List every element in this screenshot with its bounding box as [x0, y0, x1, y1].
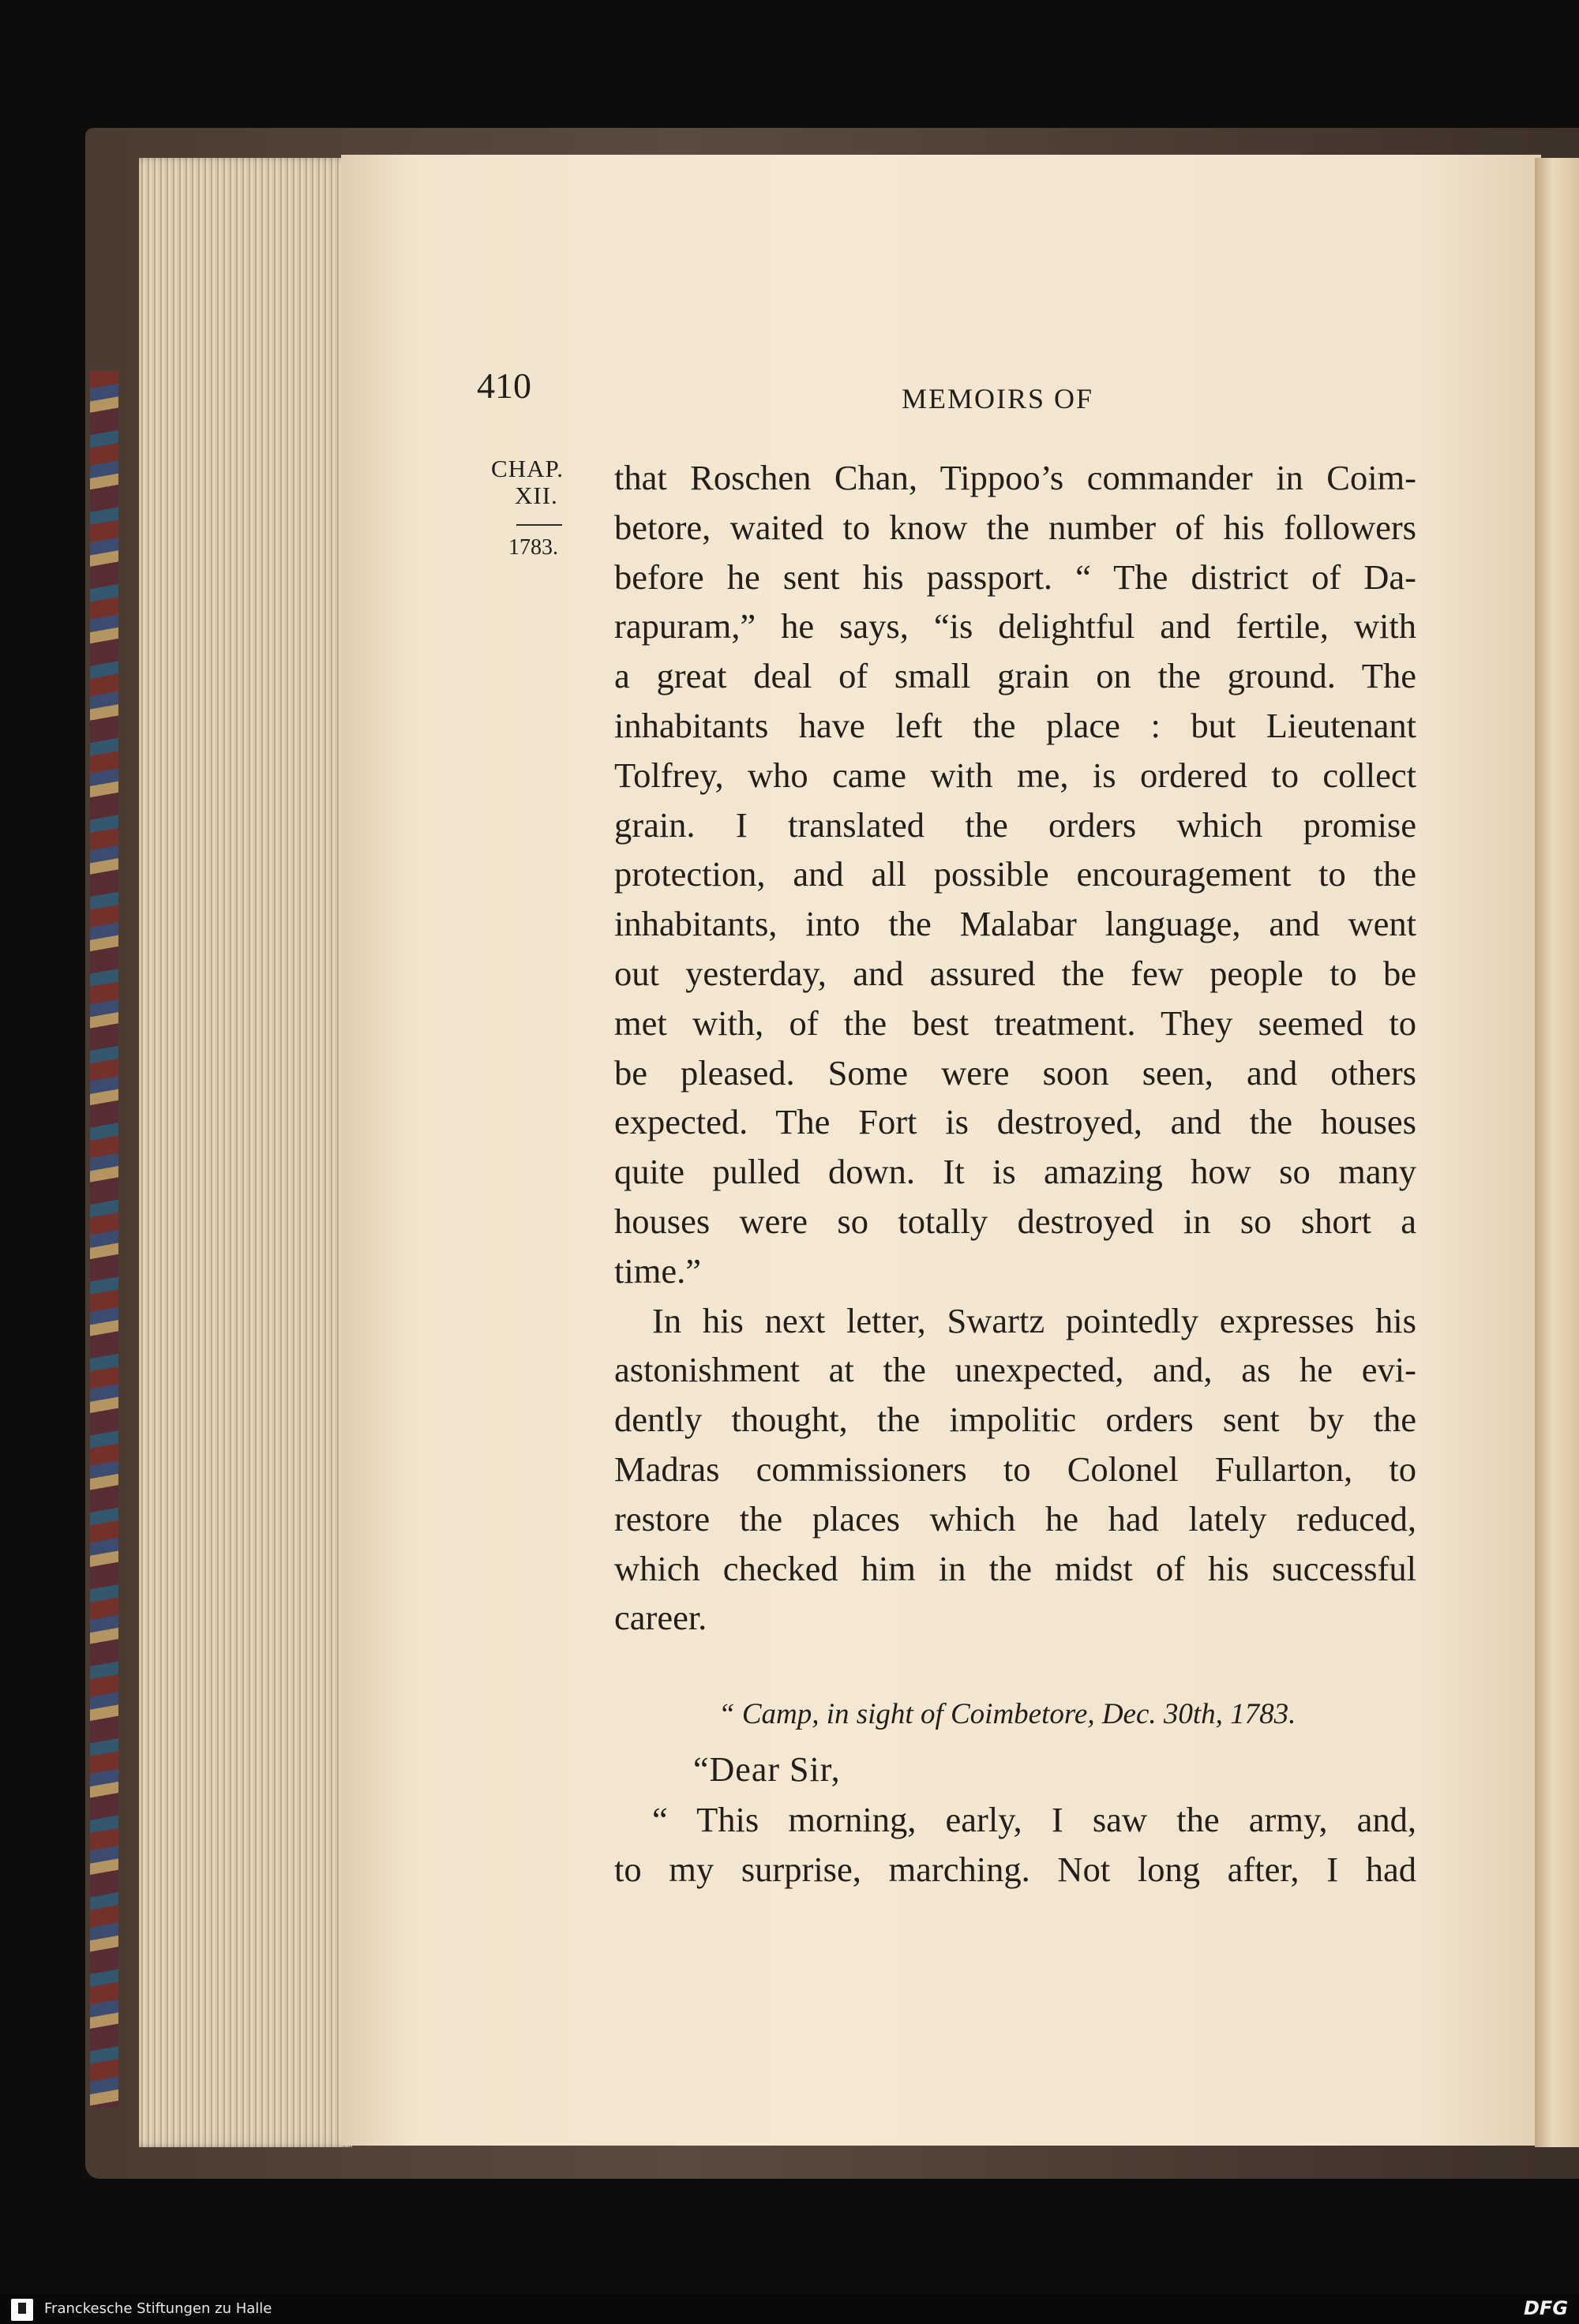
- text-line: “ This morning, early, I saw the army, and,: [652, 1800, 1416, 1839]
- text-line: be pleased. Some were soon seen, and others: [614, 1052, 1416, 1093]
- letter-body: [614, 1795, 1416, 1895]
- text-line: protection, and all possible encouragement to the: [614, 854, 1416, 894]
- text-line: astonishment at the unexpected, and, as he evi-: [614, 1350, 1416, 1390]
- marbled-endpaper: [90, 371, 118, 2108]
- footer-institution-label: Franckesche Stiftungen zu Halle: [44, 2300, 272, 2317]
- text-line: grain. I translated the orders which promise: [614, 804, 1416, 845]
- margin-chapter-label: CHAP.: [491, 455, 564, 482]
- text-line: time.”: [614, 1250, 701, 1291]
- text-line: career.: [614, 1598, 707, 1638]
- text-line: houses were so totally destroyed in so short a: [614, 1201, 1416, 1241]
- text-line: rapuram,” he says, “is delightful and fertile, with: [614, 606, 1416, 647]
- margin-year: 1783.: [508, 535, 558, 560]
- text-line: met with, of the best treatment. They seemed to: [614, 1003, 1416, 1043]
- footer-brand-logo: DFG: [1524, 2297, 1569, 2319]
- running-head: MEMOIRS OF: [902, 383, 1094, 414]
- text-line: before he sent his passport. “ The district of Da-: [614, 557, 1416, 597]
- text-line: inhabitants, into the Malabar language, and went: [614, 904, 1416, 944]
- page-stack-edge: [139, 158, 352, 2147]
- facing-page-edge: [1535, 158, 1579, 2147]
- text-line: to my surprise, marching. Not long after, I had: [614, 1849, 1416, 1889]
- margin-chapter-number: XII.: [515, 482, 558, 509]
- text-line: Madras commissioners to Colonel Fullarton, to: [614, 1449, 1416, 1489]
- margin-rule: [516, 524, 562, 526]
- text-line: expected. The Fort is destroyed, and the houses: [614, 1102, 1416, 1142]
- text-line: a great deal of small grain on the ground. The: [614, 656, 1416, 696]
- text-line: quite pulled down. It is amazing how so many: [614, 1152, 1416, 1192]
- institution-logo-icon: [11, 2299, 33, 2321]
- letter-salutation: “Dear Sir,: [693, 1750, 841, 1789]
- text-line: In his next letter, Swartz pointedly expresses his: [652, 1300, 1416, 1340]
- text-line: dently thought, the impolitic orders sent by the: [614, 1400, 1416, 1440]
- text-line: which checked him in the midst of his successful: [614, 1548, 1416, 1588]
- text-line: betore, waited to know the number of his followers: [614, 507, 1416, 547]
- body-text: [614, 453, 1416, 1643]
- text-line: that Roschen Chan, Tippoo’s commander in Coim-: [614, 458, 1416, 497]
- text-line: out yesterday, and assured the few people to be: [614, 953, 1416, 993]
- letter-dateline: “ Camp, in sight of Coimbetore, Dec. 30th, 1783.: [718, 1698, 1296, 1730]
- text-line: Tolfrey, who came with me, is ordered to collect: [614, 755, 1416, 795]
- text-line: restore the places which he had lately reduced,: [614, 1498, 1416, 1539]
- text-line: inhabitants have left the place : but Lieutenant: [614, 705, 1416, 745]
- page-number: 410: [477, 365, 531, 406]
